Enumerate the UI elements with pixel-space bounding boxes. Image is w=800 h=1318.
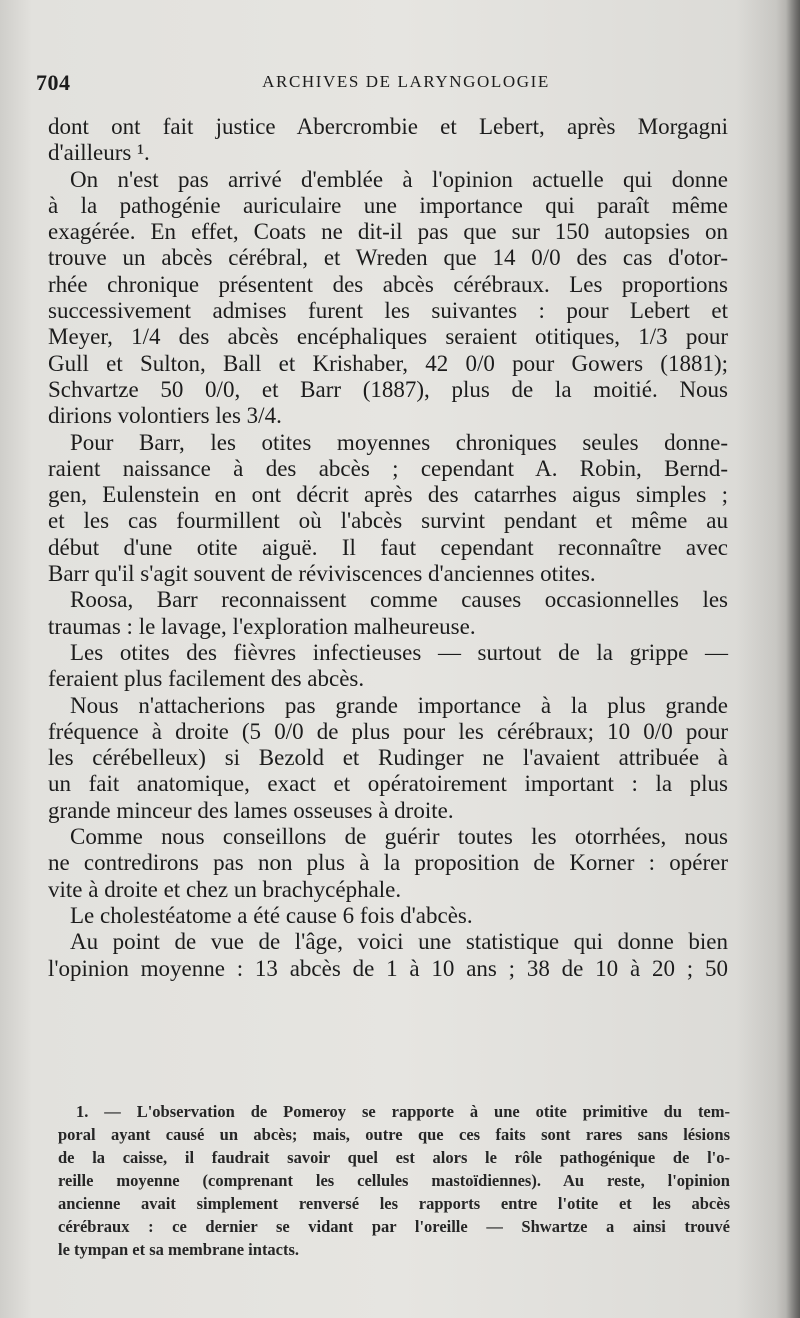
text-line: Roosa, Barr reconnaissent comme causes occasionnelles les xyxy=(70,587,728,613)
text-line: un fait anatomique, exact et opératoirement important : la plus xyxy=(48,771,728,797)
text-line: Le cholestéatome a été cause 6 fois d'abcès. xyxy=(70,902,473,928)
page-number: 704 xyxy=(36,70,71,95)
text-line: début d'une otite aiguë. Il faut cependant reconnaître avec xyxy=(48,534,728,560)
text-line: traumas : le lavage, l'exploration malheureuse. xyxy=(48,613,476,639)
running-head: ARCHIVES DE LARYNGOLOGIE xyxy=(262,72,550,91)
text-line: vite à droite et chez un brachycéphale. xyxy=(48,876,402,902)
text-line: raient naissance à des abcès ; cependant A. Robin, Bernd- xyxy=(48,455,728,481)
text-line: Nous n'attacherions pas grande importance à la plus grande xyxy=(70,692,728,718)
body-text xyxy=(48,114,728,982)
footnote-line: de la caisse, il faudrait savoir quel est alors le rôle pathogénique de l'o- xyxy=(58,1148,730,1167)
footnote-line: le tympan et sa membrane intacts. xyxy=(58,1240,300,1259)
text-line: exagérée. En effet, Coats ne dit-il pas que sur 150 autopsies on xyxy=(48,219,728,245)
text-line: rhée chronique présentent des abcès cérébraux. Les proportions xyxy=(48,271,728,297)
text-line: dirions volontiers les 3/4. xyxy=(48,403,282,429)
footnote-line: reille moyenne (comprenant les cellules mastoïdiennes). Au reste, l'opinion xyxy=(58,1171,730,1190)
footnote xyxy=(58,1100,730,1261)
text-line: Les otites des fièvres infectieuses — surtout de la grippe — xyxy=(70,639,728,665)
text-line: Pour Barr, les otites moyennes chroniques seules donne- xyxy=(70,429,728,455)
text-line: gen, Eulenstein en ont décrit après des catarrhes aigus simples ; xyxy=(48,482,728,508)
text-line: l'opinion moyenne : 13 abcès de 1 à 10 ans ; 38 de 10 à 20 ; 50 xyxy=(48,955,728,981)
text-line: et les cas fourmillent où l'abcès survint pendant et même au xyxy=(48,508,728,534)
footnote-line: poral ayant causé un abcès; mais, outre que ces faits sont rares sans lésions xyxy=(58,1125,730,1144)
footnote-line: 1. — L'observation de Pomeroy se rapporte à une otite primitive du tem- xyxy=(76,1102,730,1121)
text-line: Gull et Sulton, Ball et Krishaber, 42 0/0 pour Gowers (1881); xyxy=(48,350,728,376)
text-line: feraient plus facilement des abcès. xyxy=(48,666,365,692)
text-line: Schvartze 50 0/0, et Barr (1887), plus de la moitié. Nous xyxy=(48,376,728,402)
page-header xyxy=(36,66,726,98)
text-line: Meyer, 1/4 des abcès encéphaliques seraient otitiques, 1/3 pour xyxy=(48,324,728,350)
footnote-line: cérébraux : ce dernier se vidant par l'oreille — Shwartze a ainsi trouvé xyxy=(58,1217,730,1236)
text-line: successivement admises furent les suivantes : pour Lebert et xyxy=(48,298,728,324)
text-line: Comme nous conseillons de guérir toutes les otorrhées, nous xyxy=(70,824,728,850)
text-line: fréquence à droite (5 0/0 de plus pour les cérébraux; 10 0/0 pour xyxy=(48,718,728,744)
text-line: d'ailleurs ¹. xyxy=(48,140,150,166)
text-line: Barr qu'il s'agit souvent de réviviscences d'anciennes otites. xyxy=(48,561,596,587)
text-line: à la pathogénie auriculaire une importance qui paraît même xyxy=(48,192,728,218)
text-line: ne contredirons pas non plus à la proposition de Korner : opérer xyxy=(48,850,728,876)
text-line: les cérébelleux) si Bezold et Rudinger ne l'avaient attribuée à xyxy=(48,745,728,771)
text-line: On n'est pas arrivé d'emblée à l'opinion actuelle qui donne xyxy=(70,166,728,192)
text-line: trouve un abcès cérébral, et Wreden que 14 0/0 des cas d'otor- xyxy=(48,245,728,271)
text-line: grande minceur des lames osseuses à droite. xyxy=(48,797,454,823)
footnote-line: ancienne avait simplement renversé les rapports entre l'otite et les abcès xyxy=(58,1194,730,1213)
text-line: Au point de vue de l'âge, voici une statistique qui donne bien xyxy=(70,929,728,955)
text-line: dont ont fait justice Abercrombie et Lebert, après Morgagni xyxy=(48,114,728,139)
